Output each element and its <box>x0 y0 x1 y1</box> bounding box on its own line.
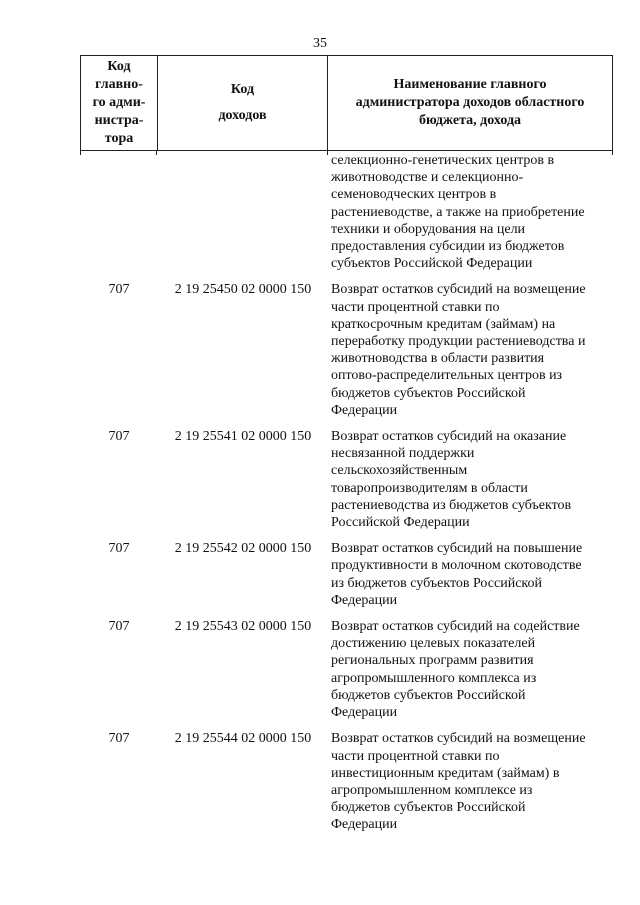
income-code-cell: 2 19 25544 02 0000 150 <box>174 731 312 747</box>
admin-code-cell <box>80 152 158 272</box>
income-name-cell: Возврат остатков субсидий на возмещение части процентной ставки по инвестиционным кредитам (займам) в агропромышленном комплексе из бюджетов субъектов Российской Федерации <box>331 731 586 833</box>
header-income-code <box>157 56 327 150</box>
admin-code-cell: 707 <box>108 282 130 298</box>
header-admin-code-label: Код главно- го адми- нистра- тора <box>92 59 146 146</box>
table-row <box>80 730 613 833</box>
table-header <box>80 55 613 151</box>
header-income-code-label: Код доходов <box>218 82 267 123</box>
income-code-cell: 2 19 25543 02 0000 150 <box>174 619 312 635</box>
table-row <box>80 281 613 419</box>
income-code-cell <box>158 152 328 272</box>
income-name-cell: Возврат остатков субсидий на оказание несвязанной поддержки сельскохозяйственным товаропроизводителям в области растениеводства из бюджетов субъектов Российской Федерации <box>331 429 572 531</box>
table-row <box>80 428 613 531</box>
table-body <box>80 152 613 843</box>
admin-code-cell: 707 <box>108 541 130 557</box>
income-name-cell: Возврат остатков субсидий на возмещение части процентной ставки по краткосрочным кредитам (займам) на переработку продукции растениеводства и животноводства в области развития оптово-распределительных центров из бюджетов субъектов Российской Федерации <box>331 282 586 418</box>
header-name <box>327 56 612 150</box>
header-name-label: Наименование главного администратора доходов областного бюджета, дохода <box>355 77 585 128</box>
admin-code-cell: 707 <box>108 619 130 635</box>
admin-code-cell: 707 <box>108 731 130 747</box>
page-number: 35 <box>313 36 327 51</box>
admin-code-cell: 707 <box>108 429 130 445</box>
table-row <box>80 152 613 272</box>
income-code-cell: 2 19 25541 02 0000 150 <box>174 429 312 445</box>
income-code-cell: 2 19 25542 02 0000 150 <box>174 541 312 557</box>
table-row <box>80 618 613 721</box>
table-row <box>80 540 613 609</box>
income-name-cell: Возврат остатков субсидий на повышение продуктивности в молочном скотоводстве из бюджетов субъектов Российской Федерации <box>331 541 583 608</box>
income-name-cell: Возврат остатков субсидий на содействие достижению целевых показателей региональных программ развития агропромышленного комплекса из бюджетов субъектов Российской Федерации <box>331 619 580 721</box>
income-code-cell: 2 19 25450 02 0000 150 <box>174 282 312 298</box>
income-name-cell: селекционно-генетических центров в животноводстве и селекционно- семеноводческих центров в растениеводстве, а также на приобретение техники и оборудования на цели предоставления субсидии из бюджетов субъектов Российской Федерации <box>331 153 585 272</box>
header-admin-code <box>81 56 157 150</box>
